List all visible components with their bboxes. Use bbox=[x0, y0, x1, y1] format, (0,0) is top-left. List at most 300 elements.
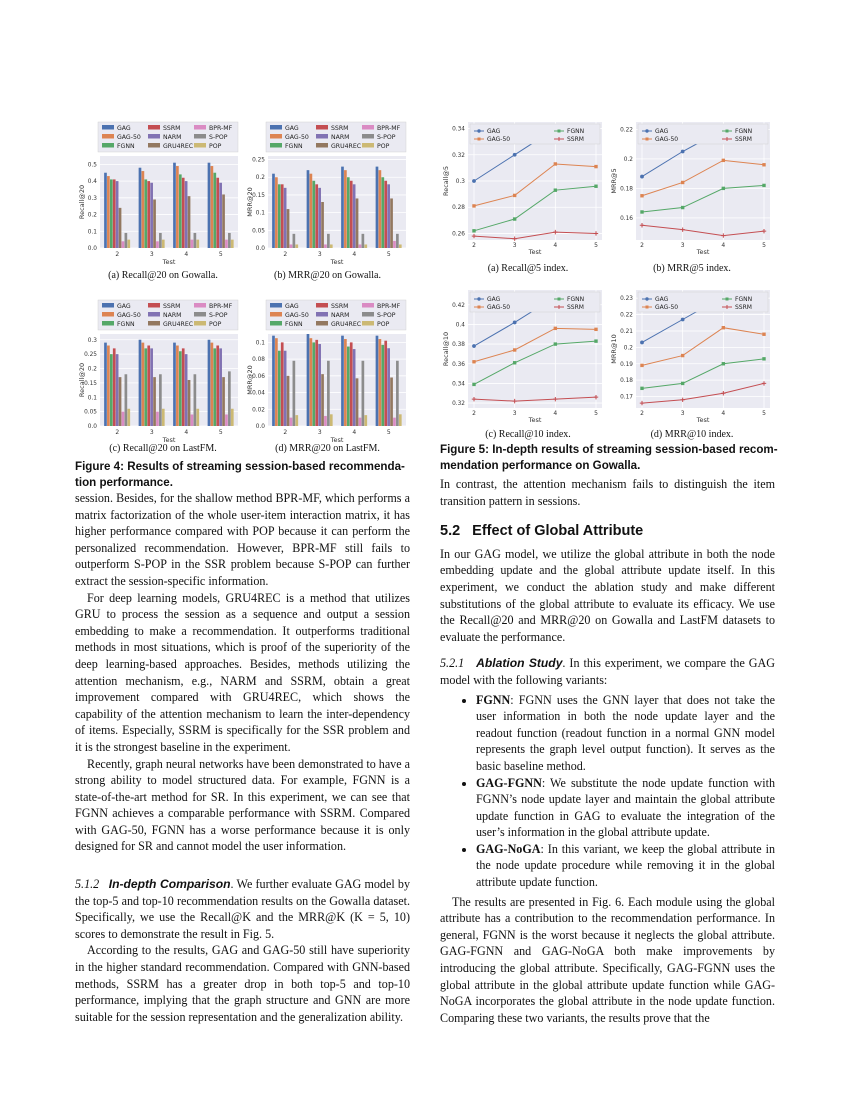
x-tick-label: 3 bbox=[317, 251, 322, 258]
bar bbox=[113, 348, 116, 426]
legend-label: FGNN bbox=[285, 142, 303, 150]
bar bbox=[119, 377, 122, 426]
bar bbox=[213, 173, 216, 248]
legend-swatch bbox=[148, 312, 160, 317]
x-tick-label: 4 bbox=[553, 242, 558, 249]
y-tick-label: 0.05 bbox=[84, 409, 97, 416]
legend-swatch bbox=[316, 125, 328, 130]
bar bbox=[341, 336, 344, 426]
y-tick-label: 0.18 bbox=[620, 186, 633, 193]
legend-swatch bbox=[270, 321, 282, 326]
bar bbox=[393, 418, 396, 426]
bar bbox=[153, 377, 156, 426]
subsection-number: 5.1.2 bbox=[75, 877, 100, 892]
x-tick-label: 5 bbox=[762, 242, 766, 249]
legend-swatch bbox=[316, 134, 328, 139]
x-tick-label: 5 bbox=[218, 429, 223, 436]
x-tick-label: 4 bbox=[352, 251, 357, 258]
x-tick-label: 4 bbox=[721, 242, 726, 249]
legend-swatch bbox=[316, 303, 328, 308]
legend-swatch bbox=[102, 143, 114, 148]
x-tick-label: 2 bbox=[283, 429, 288, 436]
figure-5-charts bbox=[440, 118, 780, 438]
bar bbox=[182, 178, 185, 248]
legend-marker bbox=[478, 138, 481, 141]
bar bbox=[179, 174, 182, 248]
bar bbox=[196, 409, 199, 426]
bar bbox=[278, 351, 281, 426]
data-point bbox=[681, 181, 684, 184]
bar bbox=[362, 234, 365, 248]
bar bbox=[153, 199, 156, 248]
y-tick-label: 0.42 bbox=[452, 302, 465, 309]
legend-swatch bbox=[148, 143, 160, 148]
x-tick-label: 4 bbox=[721, 410, 726, 417]
y-tick-label: 0.1 bbox=[87, 229, 97, 236]
bar bbox=[278, 184, 281, 248]
y-tick-label: 0.18 bbox=[620, 378, 633, 385]
bar bbox=[182, 348, 185, 426]
bar bbox=[159, 374, 162, 426]
bar bbox=[147, 181, 150, 248]
y-tick-label: 0.28 bbox=[452, 205, 465, 212]
legend-swatch bbox=[362, 312, 374, 317]
fig4a-caption: (a) Recall@20 on Gowalla. bbox=[108, 270, 218, 281]
data-point bbox=[472, 179, 476, 183]
legend-label: FGNN bbox=[117, 320, 135, 328]
bar bbox=[381, 177, 384, 248]
legend-marker bbox=[477, 129, 480, 132]
y-tick-label: 0.26 bbox=[452, 231, 465, 238]
bar bbox=[387, 348, 390, 426]
x-tick-label: 4 bbox=[184, 251, 189, 258]
bar bbox=[116, 181, 119, 248]
subsection-5-2-1 bbox=[440, 655, 775, 688]
bar bbox=[324, 244, 327, 248]
legend-label: BPR-MF bbox=[377, 302, 401, 310]
legend-label: SSRM bbox=[735, 304, 752, 311]
legend-swatch bbox=[270, 134, 282, 139]
section-number: 5.2 bbox=[440, 523, 461, 540]
x-tick-label: 2 bbox=[115, 429, 120, 436]
bar bbox=[122, 241, 125, 248]
bar bbox=[225, 240, 228, 248]
legend-label: SSRM bbox=[567, 136, 584, 143]
legend-label: SSRM bbox=[735, 136, 752, 143]
legend-label: GAG bbox=[117, 302, 131, 310]
legend-label: POP bbox=[209, 142, 222, 150]
bar bbox=[341, 167, 344, 248]
data-point bbox=[513, 321, 517, 325]
figure-4-charts bbox=[78, 118, 418, 458]
legend-label: FGNN bbox=[285, 320, 303, 328]
bar bbox=[310, 338, 313, 426]
subsection-number: 5.2.1 bbox=[440, 656, 465, 671]
y-tick-label: 0.1 bbox=[87, 395, 97, 402]
bar bbox=[344, 170, 347, 248]
legend-label: GAG-50 bbox=[117, 133, 141, 141]
bar bbox=[318, 188, 321, 248]
y-tick-label: 0.17 bbox=[620, 394, 633, 401]
legend-swatch bbox=[362, 143, 374, 148]
bar bbox=[228, 371, 231, 426]
paragraph: In our GAG model, we utilize the global attribute in both the node embedding update and the global attribute update itself. In this experiment, we conduct the ablation study and make different substitutions of the global attribute to evaluate its efficacy. We use the Recall@20 and MRR@20 on Gowalla and LastFM datasets to evaluate the performance. bbox=[440, 546, 775, 644]
legend-label: GAG bbox=[487, 296, 501, 303]
bar bbox=[396, 234, 399, 248]
y-tick-label: 0.22 bbox=[620, 312, 633, 319]
bar bbox=[272, 174, 275, 248]
bar-chart-fig4c bbox=[78, 300, 238, 444]
bar bbox=[330, 414, 333, 426]
data-point bbox=[722, 362, 725, 365]
variant-list bbox=[440, 692, 775, 891]
data-point bbox=[681, 354, 684, 357]
data-point bbox=[762, 357, 765, 360]
x-tick-label: 3 bbox=[317, 429, 322, 436]
section-title: Effect of Global Attribute bbox=[472, 523, 644, 540]
y-tick-label: 0.34 bbox=[452, 381, 465, 388]
fig4c-caption: (c) Recall@20 on LastFM. bbox=[109, 443, 217, 454]
chart-legend bbox=[266, 300, 406, 330]
bar bbox=[350, 181, 353, 248]
paragraph: session. Besides, for the shallow method BPR-MF, which performs a matrix factorization of the whole user-item interaction matrix, it has higher performance compared with POP because it can perform the personalized recommendation. However, BPR-MF still fails to outperform S-POP in the SSR problem because S-POP can further extract the session-specific information. bbox=[75, 491, 410, 588]
bar bbox=[321, 202, 324, 248]
bar bbox=[173, 343, 176, 426]
subsection-title: In-depth Comparison bbox=[108, 877, 231, 892]
legend-swatch bbox=[102, 134, 114, 139]
figure-5-text: In-depth results of streaming session-based recommendation performance on Gowalla. bbox=[440, 443, 778, 472]
legend-label: S-POP bbox=[209, 133, 228, 141]
bar bbox=[211, 343, 214, 426]
bar bbox=[293, 361, 296, 426]
bar bbox=[125, 374, 128, 426]
bar bbox=[399, 414, 402, 426]
chart-legend bbox=[470, 124, 600, 144]
y-tick-label: 0.04 bbox=[252, 390, 265, 397]
y-tick-label: 0.32 bbox=[452, 152, 465, 159]
legend-marker bbox=[646, 138, 649, 141]
y-tick-label: 0.3 bbox=[87, 195, 97, 202]
bar bbox=[104, 343, 107, 426]
bar bbox=[176, 166, 179, 248]
bar bbox=[122, 412, 125, 426]
y-tick-label: 0.2 bbox=[623, 345, 633, 352]
legend-swatch bbox=[194, 303, 206, 308]
x-tick-label: 5 bbox=[762, 410, 766, 417]
legend-swatch bbox=[148, 321, 160, 326]
bar bbox=[150, 183, 153, 248]
x-tick-label: 2 bbox=[115, 251, 120, 258]
legend-label: SSRM bbox=[331, 302, 349, 310]
legend-label: BPR-MF bbox=[209, 302, 233, 310]
data-point bbox=[472, 229, 475, 232]
x-axis-label: Test bbox=[162, 436, 176, 444]
y-tick-label: 0.16 bbox=[620, 215, 633, 222]
bar-chart-fig4d bbox=[246, 300, 406, 444]
y-axis-label: MRR@10 bbox=[610, 334, 618, 364]
legend-swatch bbox=[270, 143, 282, 148]
y-tick-label: 0.21 bbox=[620, 328, 633, 335]
y-tick-label: 0.08 bbox=[252, 357, 265, 364]
bar bbox=[396, 361, 399, 426]
legend-swatch bbox=[270, 125, 282, 130]
x-tick-label: 5 bbox=[594, 242, 598, 249]
legend-label: POP bbox=[377, 320, 390, 328]
figure-4-caption bbox=[75, 459, 413, 490]
bar bbox=[228, 233, 231, 248]
legend-label: S-POP bbox=[209, 311, 228, 319]
legend-label: GAG bbox=[285, 124, 299, 132]
legend-label: BPR-MF bbox=[209, 124, 233, 132]
fig4d-caption: (d) MRR@20 on LastFM. bbox=[275, 443, 380, 454]
bar bbox=[116, 354, 119, 426]
bar bbox=[384, 341, 387, 426]
bar bbox=[222, 194, 225, 248]
bar bbox=[275, 338, 278, 426]
subsection-5-1-2 bbox=[75, 876, 410, 942]
legend-marker bbox=[726, 130, 729, 133]
chart-legend bbox=[98, 122, 238, 152]
legend-marker bbox=[646, 306, 649, 309]
bar bbox=[127, 240, 130, 248]
bar bbox=[344, 339, 347, 426]
legend-label: NARM bbox=[163, 311, 182, 319]
legend-label: SSRM bbox=[331, 124, 349, 132]
bar bbox=[315, 184, 318, 248]
fig4b-caption: (b) MRR@20 on Gowalla. bbox=[274, 270, 381, 281]
y-tick-label: 0.0 bbox=[255, 424, 265, 430]
bar bbox=[147, 346, 150, 427]
legend-swatch bbox=[316, 143, 328, 148]
bar bbox=[216, 346, 219, 427]
y-tick-label: 0.2 bbox=[87, 366, 97, 373]
legend-swatch bbox=[194, 125, 206, 130]
x-axis-label: Test bbox=[528, 248, 542, 256]
data-point bbox=[554, 342, 557, 345]
bar bbox=[139, 340, 142, 426]
legend-label: GAG bbox=[285, 302, 299, 310]
x-tick-label: 4 bbox=[184, 429, 189, 436]
list-item: • GAG-NoGA: In this variant, we keep the global attribute in the node update procedure while removing it in the global attribute update function. bbox=[476, 841, 775, 891]
figure-4-label: Figure 4: bbox=[75, 460, 124, 473]
y-tick-label: 0.22 bbox=[620, 127, 633, 134]
legend-swatch bbox=[316, 312, 328, 317]
bar bbox=[107, 176, 110, 248]
data-point bbox=[594, 328, 597, 331]
bar bbox=[290, 418, 293, 426]
legend-label: GAG-50 bbox=[487, 136, 511, 143]
bar bbox=[359, 418, 362, 426]
bar bbox=[330, 244, 333, 248]
bar bbox=[156, 241, 159, 248]
data-point bbox=[472, 383, 475, 386]
y-tick-label: 0.2 bbox=[623, 156, 633, 163]
legend-label: GAG bbox=[117, 124, 131, 132]
y-tick-label: 0.3 bbox=[455, 179, 465, 185]
legend-marker bbox=[558, 298, 561, 301]
paragraph: Recently, graph neural networks have been demonstrated to have a strong ability to model structured data. For example, FGNN is a state-of-the-art method for SR. In this experiment, we can see that FGNN achieves a comparable performance with SSRM. Compared with GAG-50, FGNN has a worse performance because it is only designed for SR and cannot model the user information. bbox=[75, 756, 410, 854]
legend-swatch bbox=[102, 312, 114, 317]
bar bbox=[393, 241, 396, 248]
data-point bbox=[594, 185, 597, 188]
paragraph: In contrast, the attention mechanism fails to distinguish the item transition pattern in sessions. bbox=[440, 477, 775, 508]
legend-label: NARM bbox=[331, 133, 350, 141]
x-axis-label: Test bbox=[696, 248, 710, 256]
bar bbox=[318, 344, 321, 426]
bar bbox=[350, 342, 353, 426]
legend-swatch bbox=[270, 303, 282, 308]
data-point bbox=[762, 163, 765, 166]
data-point bbox=[681, 382, 684, 385]
y-tick-label: 0.25 bbox=[84, 352, 97, 359]
bar bbox=[144, 179, 147, 248]
x-tick-label: 3 bbox=[512, 410, 517, 417]
x-tick-label: 2 bbox=[283, 251, 288, 258]
legend-label: GRU4REC bbox=[163, 142, 194, 150]
bar bbox=[194, 233, 197, 248]
x-tick-label: 4 bbox=[352, 429, 357, 436]
bar bbox=[142, 171, 145, 248]
x-tick-label: 5 bbox=[386, 251, 391, 258]
legend-label: SSRM bbox=[163, 124, 181, 132]
data-point bbox=[554, 188, 557, 191]
legend-swatch bbox=[194, 134, 206, 139]
legend-label: SSRM bbox=[163, 302, 181, 310]
bar bbox=[376, 336, 379, 426]
data-point bbox=[722, 326, 725, 329]
data-point bbox=[472, 344, 476, 348]
bar bbox=[127, 409, 130, 426]
bar bbox=[156, 412, 159, 426]
bar bbox=[179, 351, 182, 426]
x-tick-label: 2 bbox=[640, 410, 644, 417]
bar bbox=[312, 342, 315, 426]
x-tick-label: 3 bbox=[149, 429, 154, 436]
bar bbox=[284, 188, 287, 248]
bar bbox=[324, 416, 327, 426]
legend-label: GRU4REC bbox=[331, 320, 362, 328]
y-axis-label: Recall@10 bbox=[442, 331, 450, 367]
y-tick-label: 0.02 bbox=[252, 407, 265, 414]
x-axis-label: Test bbox=[528, 416, 542, 424]
bar bbox=[356, 198, 359, 248]
bar bbox=[387, 184, 390, 248]
y-axis-label: Recall@5 bbox=[442, 165, 450, 197]
legend-label: BPR-MF bbox=[377, 124, 401, 132]
legend-label: FGNN bbox=[567, 296, 585, 303]
legend-label: NARM bbox=[163, 133, 182, 141]
legend-swatch bbox=[102, 303, 114, 308]
x-tick-label: 3 bbox=[512, 242, 517, 249]
legend-label: GAG-50 bbox=[655, 136, 679, 143]
subsection-title: Ablation Study bbox=[476, 656, 563, 671]
figure-4-text: Results of streaming session-based recommendation performance. bbox=[75, 460, 405, 489]
bar bbox=[188, 380, 191, 426]
bar bbox=[390, 198, 393, 248]
legend-marker bbox=[558, 130, 561, 133]
bar bbox=[185, 354, 188, 426]
bar bbox=[307, 170, 310, 248]
bar bbox=[353, 349, 356, 426]
bar bbox=[353, 184, 356, 248]
y-axis-label: MRR@5 bbox=[610, 168, 618, 194]
bar bbox=[362, 361, 365, 426]
legend-swatch bbox=[362, 125, 374, 130]
legend-label: POP bbox=[377, 142, 390, 150]
bar bbox=[142, 343, 145, 426]
bar bbox=[219, 348, 222, 426]
bar bbox=[307, 334, 310, 426]
y-tick-label: 0.0 bbox=[87, 246, 97, 252]
legend-swatch bbox=[194, 143, 206, 148]
bar bbox=[222, 377, 225, 426]
legend-label: S-POP bbox=[377, 133, 396, 141]
data-point bbox=[762, 333, 765, 336]
bar bbox=[295, 244, 298, 248]
bar bbox=[275, 177, 278, 248]
data-point bbox=[722, 187, 725, 190]
data-point bbox=[472, 360, 475, 363]
legend-label: S-POP bbox=[377, 311, 396, 319]
legend-label: GAG bbox=[655, 128, 669, 135]
legend-label: GAG bbox=[487, 128, 501, 135]
legend-swatch bbox=[148, 125, 160, 130]
bar bbox=[312, 181, 315, 248]
chart-legend bbox=[98, 300, 238, 330]
data-point bbox=[681, 318, 685, 322]
fig5c-caption: (c) Recall@10 index. bbox=[485, 429, 571, 440]
fig5b-caption: (b) MRR@5 index. bbox=[653, 263, 731, 274]
bar bbox=[364, 244, 367, 248]
figure-5-caption bbox=[440, 442, 778, 473]
bar bbox=[219, 183, 222, 248]
bar bbox=[293, 234, 296, 248]
bar bbox=[327, 361, 330, 426]
legend-label: GAG bbox=[655, 296, 669, 303]
paragraph: . In this experiment, we compare the GAG model with the following variants: bbox=[440, 656, 775, 687]
data-point bbox=[722, 159, 725, 162]
list-item: • GAG-FGNN: We substitute the node update function with FGNN’s node update layer and maintain the global attribute update function in GAG to evaluate the integration of the user’s information in the global attribute update. bbox=[476, 775, 775, 841]
bar bbox=[208, 163, 211, 248]
y-tick-label: 0.15 bbox=[252, 192, 265, 199]
bar bbox=[125, 233, 128, 248]
data-point bbox=[513, 153, 517, 157]
bar bbox=[231, 240, 234, 248]
legend-marker bbox=[477, 297, 480, 300]
bar bbox=[144, 348, 147, 426]
bar bbox=[208, 340, 211, 426]
legend-swatch bbox=[362, 134, 374, 139]
paragraph: The results are presented in Fig. 6. Each module using the global attribute has a contribution to the recommendation performance. In general, FGNN is the worst because it neglects the global attribute. GAG-FGNN and GAG-NoGA both make improvements by introducing the global attribute. Specifically, GAG-FGNN uses the global attribute in the global attribute update function while GAG-NoGA incorporates the global attribute in the node update function. Comparing these two variants, the results prove that the bbox=[440, 894, 775, 1025]
legend-swatch bbox=[362, 321, 374, 326]
legend-swatch bbox=[102, 125, 114, 130]
bar bbox=[162, 409, 165, 426]
bar bbox=[315, 340, 318, 426]
data-point bbox=[513, 348, 516, 351]
data-point bbox=[762, 184, 765, 187]
bar bbox=[376, 167, 379, 248]
x-axis-label: Test bbox=[330, 436, 344, 444]
data-point bbox=[640, 210, 643, 213]
legend-marker bbox=[478, 306, 481, 309]
y-tick-label: 0.3 bbox=[87, 337, 97, 344]
data-point bbox=[640, 194, 643, 197]
data-point bbox=[554, 327, 557, 330]
x-tick-label: 3 bbox=[680, 410, 685, 417]
bar bbox=[287, 376, 290, 426]
line-chart-fig5a bbox=[442, 122, 602, 256]
bar bbox=[191, 240, 194, 248]
